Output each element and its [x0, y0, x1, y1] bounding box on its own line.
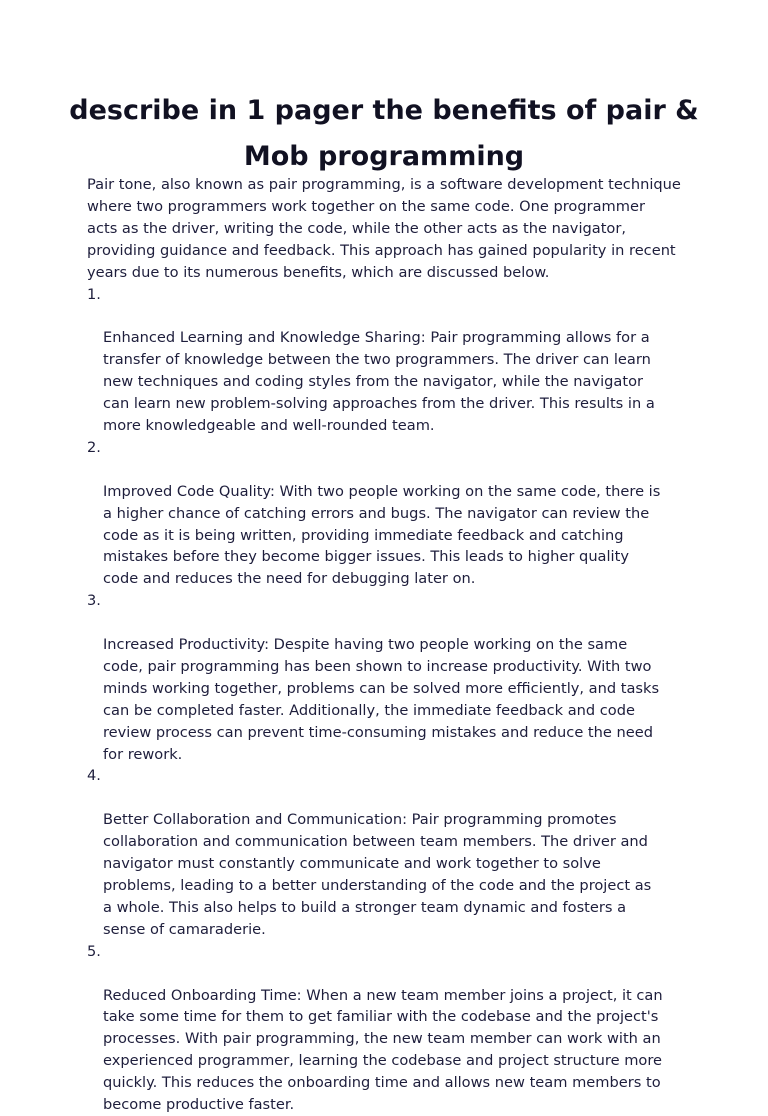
list-item [87, 590, 713, 765]
list-item-number: 5. [87, 942, 101, 960]
benefits-list [87, 284, 713, 1116]
list-item-text: Reduced Onboarding Time: When a new team member joins a project, it can take some time for them to get familiar with the codebase and the project's processes. With pair programming, the new team member can work with an experienced programmer, learning the codebase and project structure more quickly. This reduces the onboarding time and allows new team members to become productive faster. [103, 986, 663, 1114]
document-body [87, 174, 713, 1116]
list-item-number: 4. [87, 767, 101, 785]
list-item-text: Enhanced Learning and Knowledge Sharing: Pair programming allows for a transfer of knowledge between the two programmers. The driver can learn new techniques and coding styles from the navigator, while the navigator can learn new problem-solving approaches from the driver. This results in a more knowledgeable and well-rounded team. [103, 329, 655, 434]
list-item-number: 3. [87, 592, 101, 610]
list-item [87, 437, 713, 590]
list-item-text: Increased Productivity: Despite having two people working on the same code, pair programming has been shown to increase productivity. With two minds working together, problems can be solved more efficiently, and tasks can be completed faster. Additionally, the immediate feedback and code review process can prevent time-consuming mistakes and reduce the need for rework. [103, 636, 660, 763]
page-title: describe in 1 pager the benefits of pair & Mob programming [69, 95, 699, 172]
list-item [87, 765, 713, 940]
intro-paragraph: Pair tone, also known as pair programming, is a software development technique where two programmers work together on the same code. One programmer acts as the driver, writing the code, while the other acts as the navigator, providing guidance and feedback. This approach has gained popularity in recent years due to its numerous benefits, which are discussed below. [87, 176, 681, 281]
list-item [87, 941, 713, 1116]
list-item-text: Improved Code Quality: With two people working on the same code, there is a higher chance of catching errors and bugs. The navigator can review the code as it is being written, providing immediate feedback and catching mistakes before they become bigger issues. This leads to higher quality code and reduces the need for debugging later on. [103, 482, 661, 588]
list-item-text: Better Collaboration and Communication: Pair programming promotes collaboration and communication between team members. The driver and navigator must constantly communicate and work together to solve problems, leading to a better understanding of the code and the project as a whole. This also helps to build a stronger team dynamic and fosters a sense of camaraderie. [103, 811, 652, 938]
list-item-number: 1. [87, 285, 101, 303]
list-item [87, 284, 713, 437]
list-item-number: 2. [87, 438, 101, 456]
